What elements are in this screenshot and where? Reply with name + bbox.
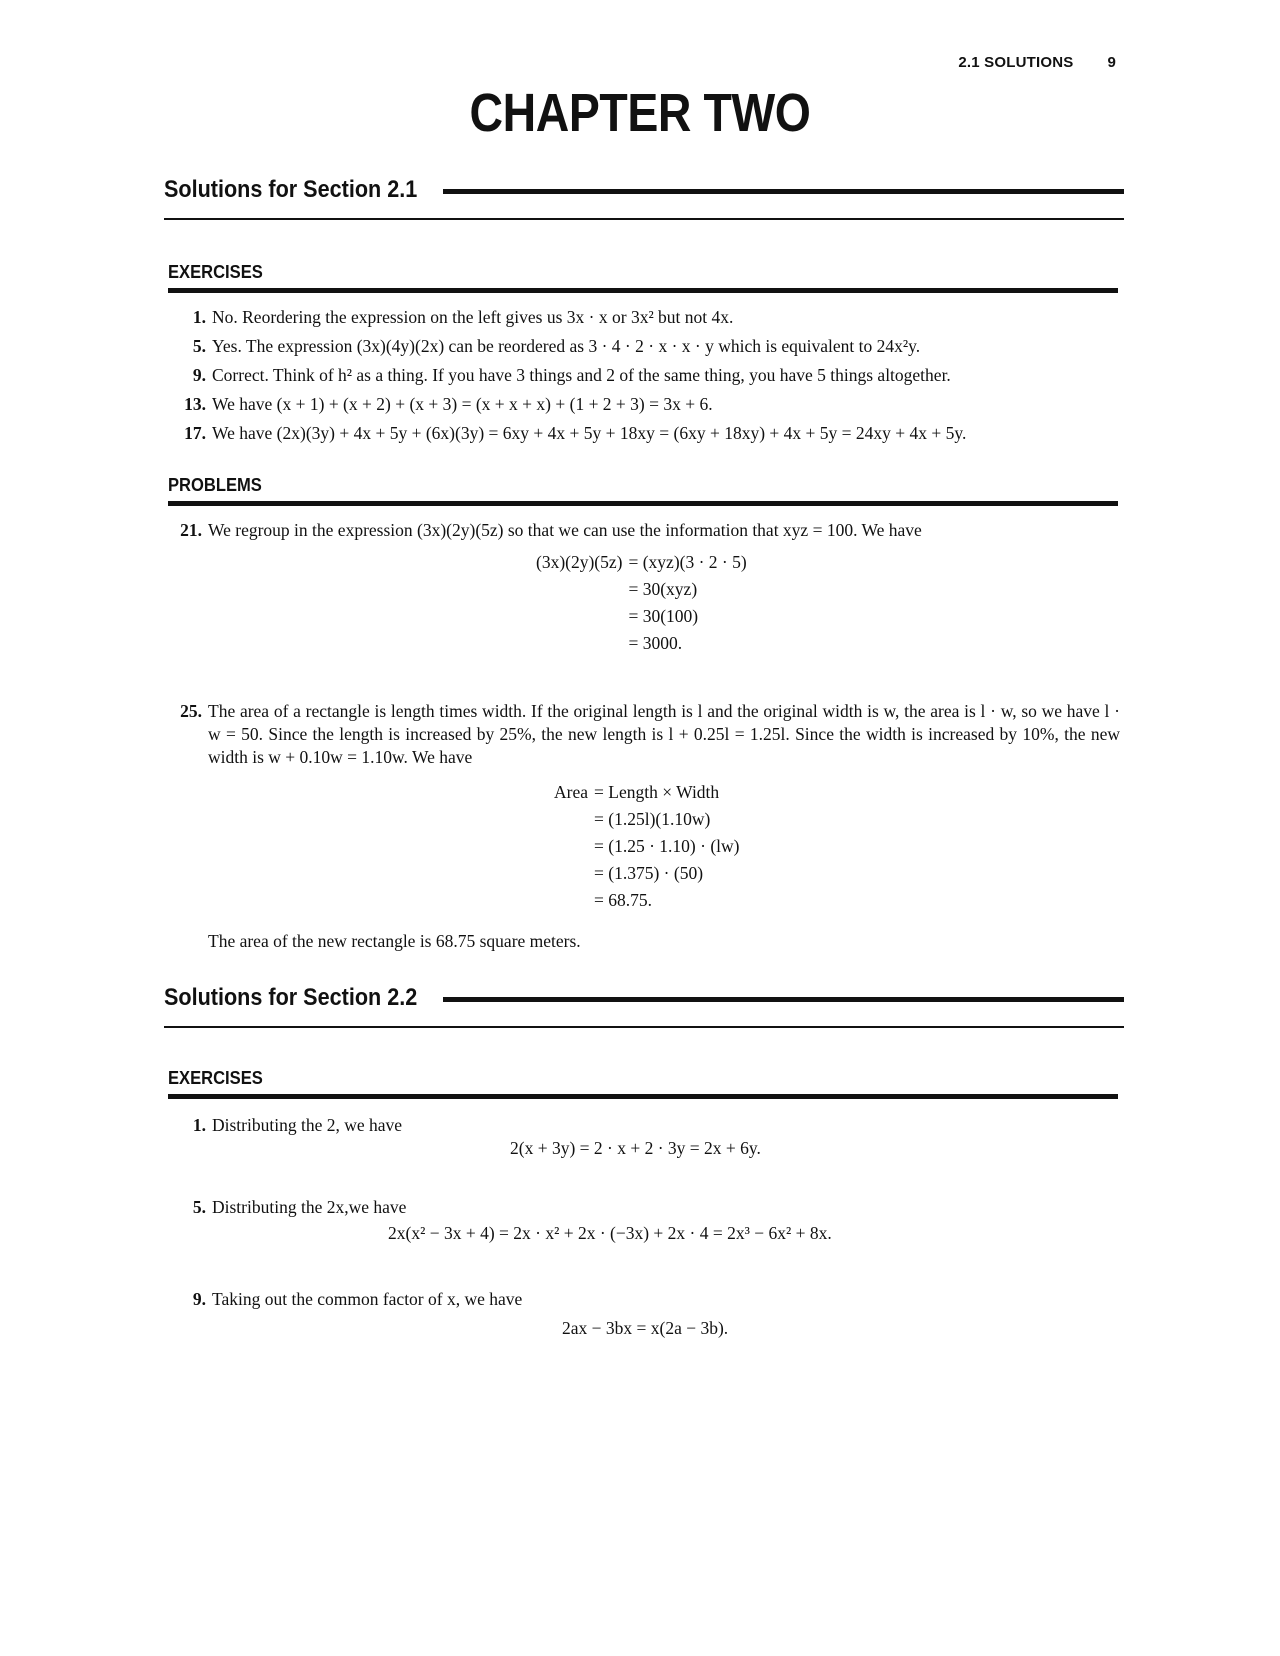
problem-25-derivation — [554, 782, 739, 911]
section-rule — [443, 997, 1124, 1002]
equation-rhs: = (1.25l)(1.10w) — [594, 809, 711, 829]
exercises-rule — [168, 288, 1118, 293]
section-2-1-header — [164, 176, 1124, 220]
problem-text: We regroup in the expression (3x)(2y)(5z) so that we can use the information that xyz = 100. We have — [208, 520, 922, 540]
problem-25 — [180, 700, 1120, 769]
exercise-item — [164, 1196, 1124, 1219]
exercise-text: Distributing the 2, we have — [212, 1115, 403, 1135]
section-rule-thin — [164, 218, 1124, 220]
equation-lhs — [554, 836, 588, 857]
equation-rhs: = (xyz)(3 · 2 · 5) — [628, 552, 747, 572]
exercise-number: 9. — [192, 365, 206, 385]
equation-rhs: = 30(100) — [628, 606, 699, 626]
exercise-item — [164, 422, 1124, 445]
page-number: 9 — [1107, 54, 1116, 71]
section-title: Solutions for Section 2.1 — [164, 176, 418, 203]
exercises-rule — [168, 1094, 1118, 1099]
equation-rhs: = 68.75. — [594, 890, 653, 910]
exercise-number: 5. — [192, 336, 206, 356]
problems-label: PROBLEMS — [168, 475, 262, 495]
equation-rhs: = Length × Width — [594, 782, 720, 802]
exercise-number: 17. — [184, 423, 206, 443]
problem-number: 21. — [180, 520, 202, 540]
exercises-header — [168, 1068, 1118, 1099]
equation-lhs — [554, 890, 588, 911]
exercise-item — [164, 1114, 1124, 1137]
exercises-label: EXERCISES — [168, 1068, 263, 1088]
exercise-item — [164, 335, 1124, 358]
problems-rule — [168, 501, 1118, 506]
equation-lhs — [554, 863, 588, 884]
exercise-number: 1. — [192, 307, 206, 327]
equation-lhs: (3x)(2y)(5z) — [536, 552, 623, 572]
running-head — [958, 54, 1116, 71]
running-head-section: 2.1 SOLUTIONS — [958, 54, 1074, 71]
equation-rhs: = (1.375) · (50) — [594, 863, 704, 883]
equation-lhs — [536, 606, 622, 627]
problem-21-derivation — [536, 552, 747, 654]
equation-lhs — [536, 579, 622, 600]
exercise-equation: 2ax − 3bx = x(2a − 3b). — [562, 1318, 729, 1338]
equation-rhs: = 30(xyz) — [628, 579, 698, 599]
equation-lhs: Area — [554, 782, 589, 802]
exercise-number: 5. — [192, 1197, 206, 1217]
problem-21 — [180, 519, 1120, 542]
exercise-number: 9. — [192, 1289, 206, 1309]
equation-lhs — [536, 633, 622, 654]
equation-rhs: = (1.25 · 1.10) · (lw) — [594, 836, 740, 856]
problem-number: 25. — [180, 701, 202, 721]
exercises-header — [168, 262, 1118, 293]
exercise-text: Taking out the common factor of x, we have — [212, 1289, 523, 1309]
exercise-item — [164, 1288, 1124, 1311]
exercise-number: 13. — [184, 394, 206, 414]
equation-lhs — [554, 809, 588, 830]
exercise-text: No. Reordering the expression on the left gives us 3x · x or 3x² but not 4x. — [212, 307, 734, 327]
exercise-equation: 2x(x² − 3x + 4) = 2x · x² + 2x · (−3x) + 2x · 4 = 2x³ − 6x² + 8x. — [388, 1223, 832, 1243]
problem-25-conclusion: The area of the new rectangle is 68.75 square meters. — [208, 931, 581, 951]
exercise-text: We have (x + 1) + (x + 2) + (x + 3) = (x + x + x) + (1 + 2 + 3) = 3x + 6. — [212, 394, 713, 414]
equation-rhs: = 3000. — [628, 633, 683, 653]
exercise-number: 1. — [192, 1115, 206, 1135]
exercise-text: Yes. The expression (3x)(4y)(2x) can be reordered as 3 · 4 · 2 · x · x · y which is equivalent to 24x²y. — [212, 336, 921, 356]
section-2-2-header — [164, 984, 1124, 1028]
problems-header — [168, 475, 1118, 506]
section-title: Solutions for Section 2.2 — [164, 984, 418, 1011]
exercise-text: Correct. Think of h² as a thing. If you have 3 things and 2 of the same thing, you have 5 things altogether. — [212, 365, 951, 385]
exercise-item — [164, 393, 1124, 416]
section-rule-thin — [164, 1026, 1124, 1028]
exercise-text: Distributing the 2x,we have — [212, 1197, 407, 1217]
chapter-title: CHAPTER TWO — [469, 83, 811, 143]
exercise-item — [164, 306, 1124, 329]
exercises-label: EXERCISES — [168, 262, 263, 282]
problem-text: The area of a rectangle is length times width. If the original length is l and the original width is w, the area is l · w, so we have l · w = 50. Since the length is increased by 25%, the new length is l + 0.25l = 1.25l. Since the width is increased by 10%, the new width is w + 0.10w = 1.10w. We have — [208, 701, 1120, 767]
exercise-text: We have (2x)(3y) + 4x + 5y + (6x)(3y) = 6xy + 4x + 5y + 18xy = (6xy + 18xy) + 4x + 5y = 24xy + 4x + 5y. — [212, 423, 967, 443]
exercise-item — [164, 364, 1124, 387]
section-rule — [443, 189, 1124, 194]
exercise-equation: 2(x + 3y) = 2 · x + 2 · 3y = 2x + 6y. — [510, 1138, 761, 1158]
